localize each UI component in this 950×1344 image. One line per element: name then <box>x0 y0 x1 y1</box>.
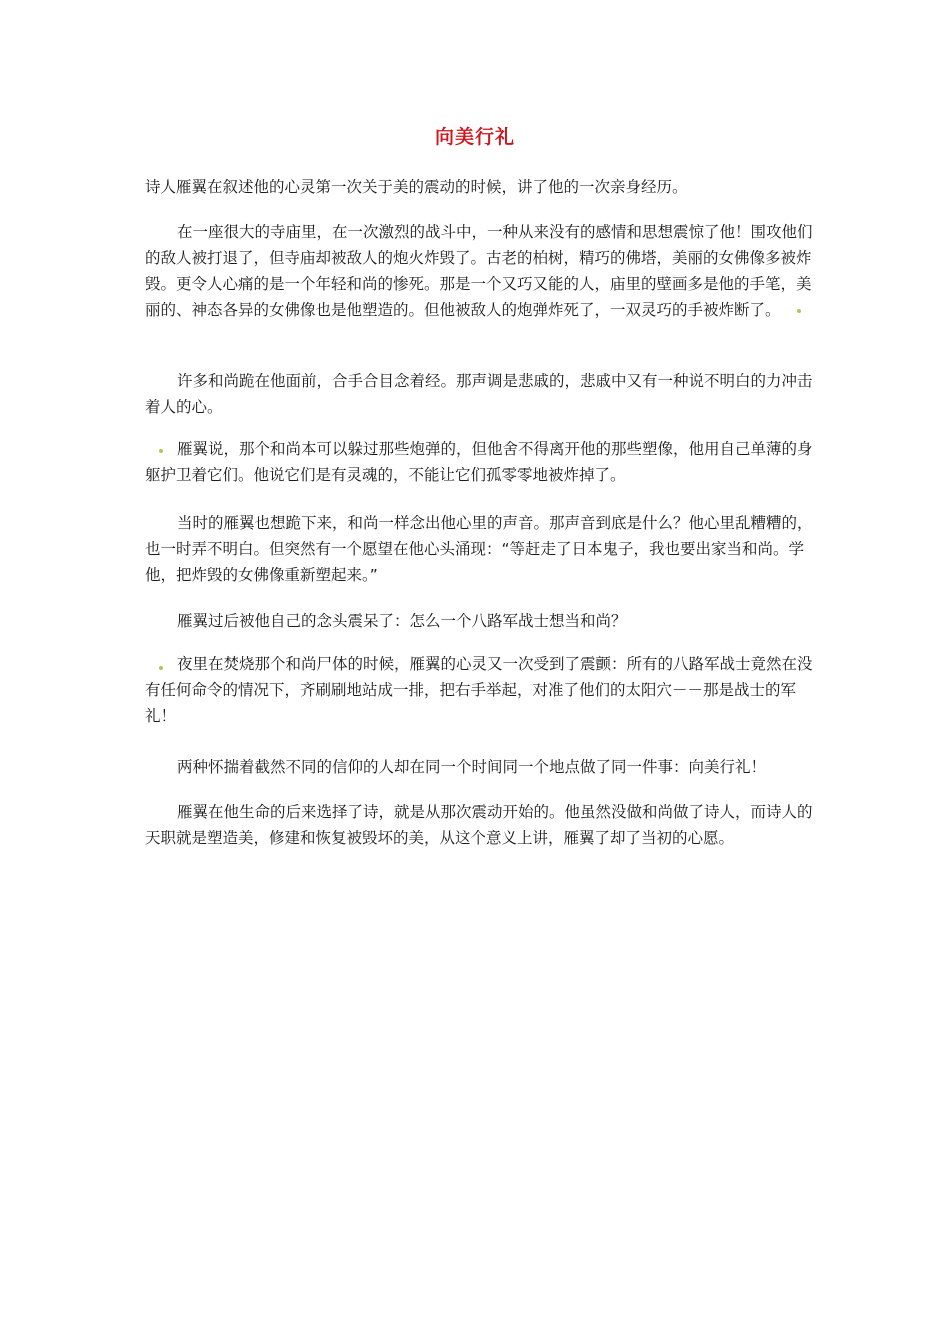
paragraph-wish: 当时的雁翼也想跪下来，和尚一样念出他心里的声音。那声音到底是什么？他心里乱糟糟的，也一时弄不明白。但突然有一个愿望在他心头涌现：“等赶走了日本鬼子，我也要出家当和尚。学他，把炸毁的女佛像重新塑起来。” <box>145 514 813 584</box>
paragraph-monk-protected-statues: 雁翼说，那个和尚本可以躲过那些炮弹的，但他舍不得离开他的那些塑像，他用自己单薄的身躯护卫着它们。他说它们是有灵魂的，不能让它们孤零零地被炸掉了。 <box>145 440 813 484</box>
paragraph-temple: 在一座很大的寺庙里，在一次激烈的战斗中，一种从来没有的感情和思想震惊了他！围攻他们的敌人被打退了，但寺庙却被敌人的炮火炸毁了。古老的柏树，精巧的佛塔，美丽的女佛像多被炸毁。更令人心痛的是一个年轻和尚的惨死。那是一个又巧又能的人，庙里的壁画多是他的手笔，美丽的、神态各异的女佛像也是他塑造的。但他被敌人的炮弹炸死了，一双灵巧的手被炸断了。 <box>145 223 813 319</box>
scan-mark-dot <box>159 449 163 453</box>
paragraph-two-faiths: 两种怀揣着截然不同的信仰的人却在同一个时间同一个地点做了同一件事：向美行礼！ <box>177 758 767 776</box>
document-title: 向美行礼 <box>434 126 515 148</box>
paragraph-conclusion: 雁翼在他生命的后来选择了诗，就是从那次震动开始的。他虽然没做和尚做了诗人，而诗人的天职就是塑造美，修建和恢复被毁坏的美，从这个意义上讲，雁翼了却了当初的心愿。 <box>145 803 813 847</box>
paragraph-stunned: 雁翼过后被他自己的念头震呆了：怎么一个八路军战士想当和尚？ <box>177 612 627 630</box>
scan-mark-dot <box>159 666 163 670</box>
paragraph-salute: 夜里在焚烧那个和尚尸体的时候，雁翼的心灵又一次受到了震颤：所有的八路军战士竟然在没有任何命令的情况下，齐刷刷地站成一排，把右手举起，对准了他们的太阳穴－－那是战士的军礼！ <box>145 655 813 725</box>
scan-mark-dot <box>797 309 801 313</box>
paragraph-monks-chanting: 许多和尚跪在他面前，合手合目念着经。那声调是悲戚的，悲戚中又有一种说不明白的力冲击着人的心。 <box>145 372 813 416</box>
paragraph-intro: 诗人雁翼在叙述他的心灵第一次关于美的震动的时候，讲了他的一次亲身经历。 <box>145 178 688 196</box>
